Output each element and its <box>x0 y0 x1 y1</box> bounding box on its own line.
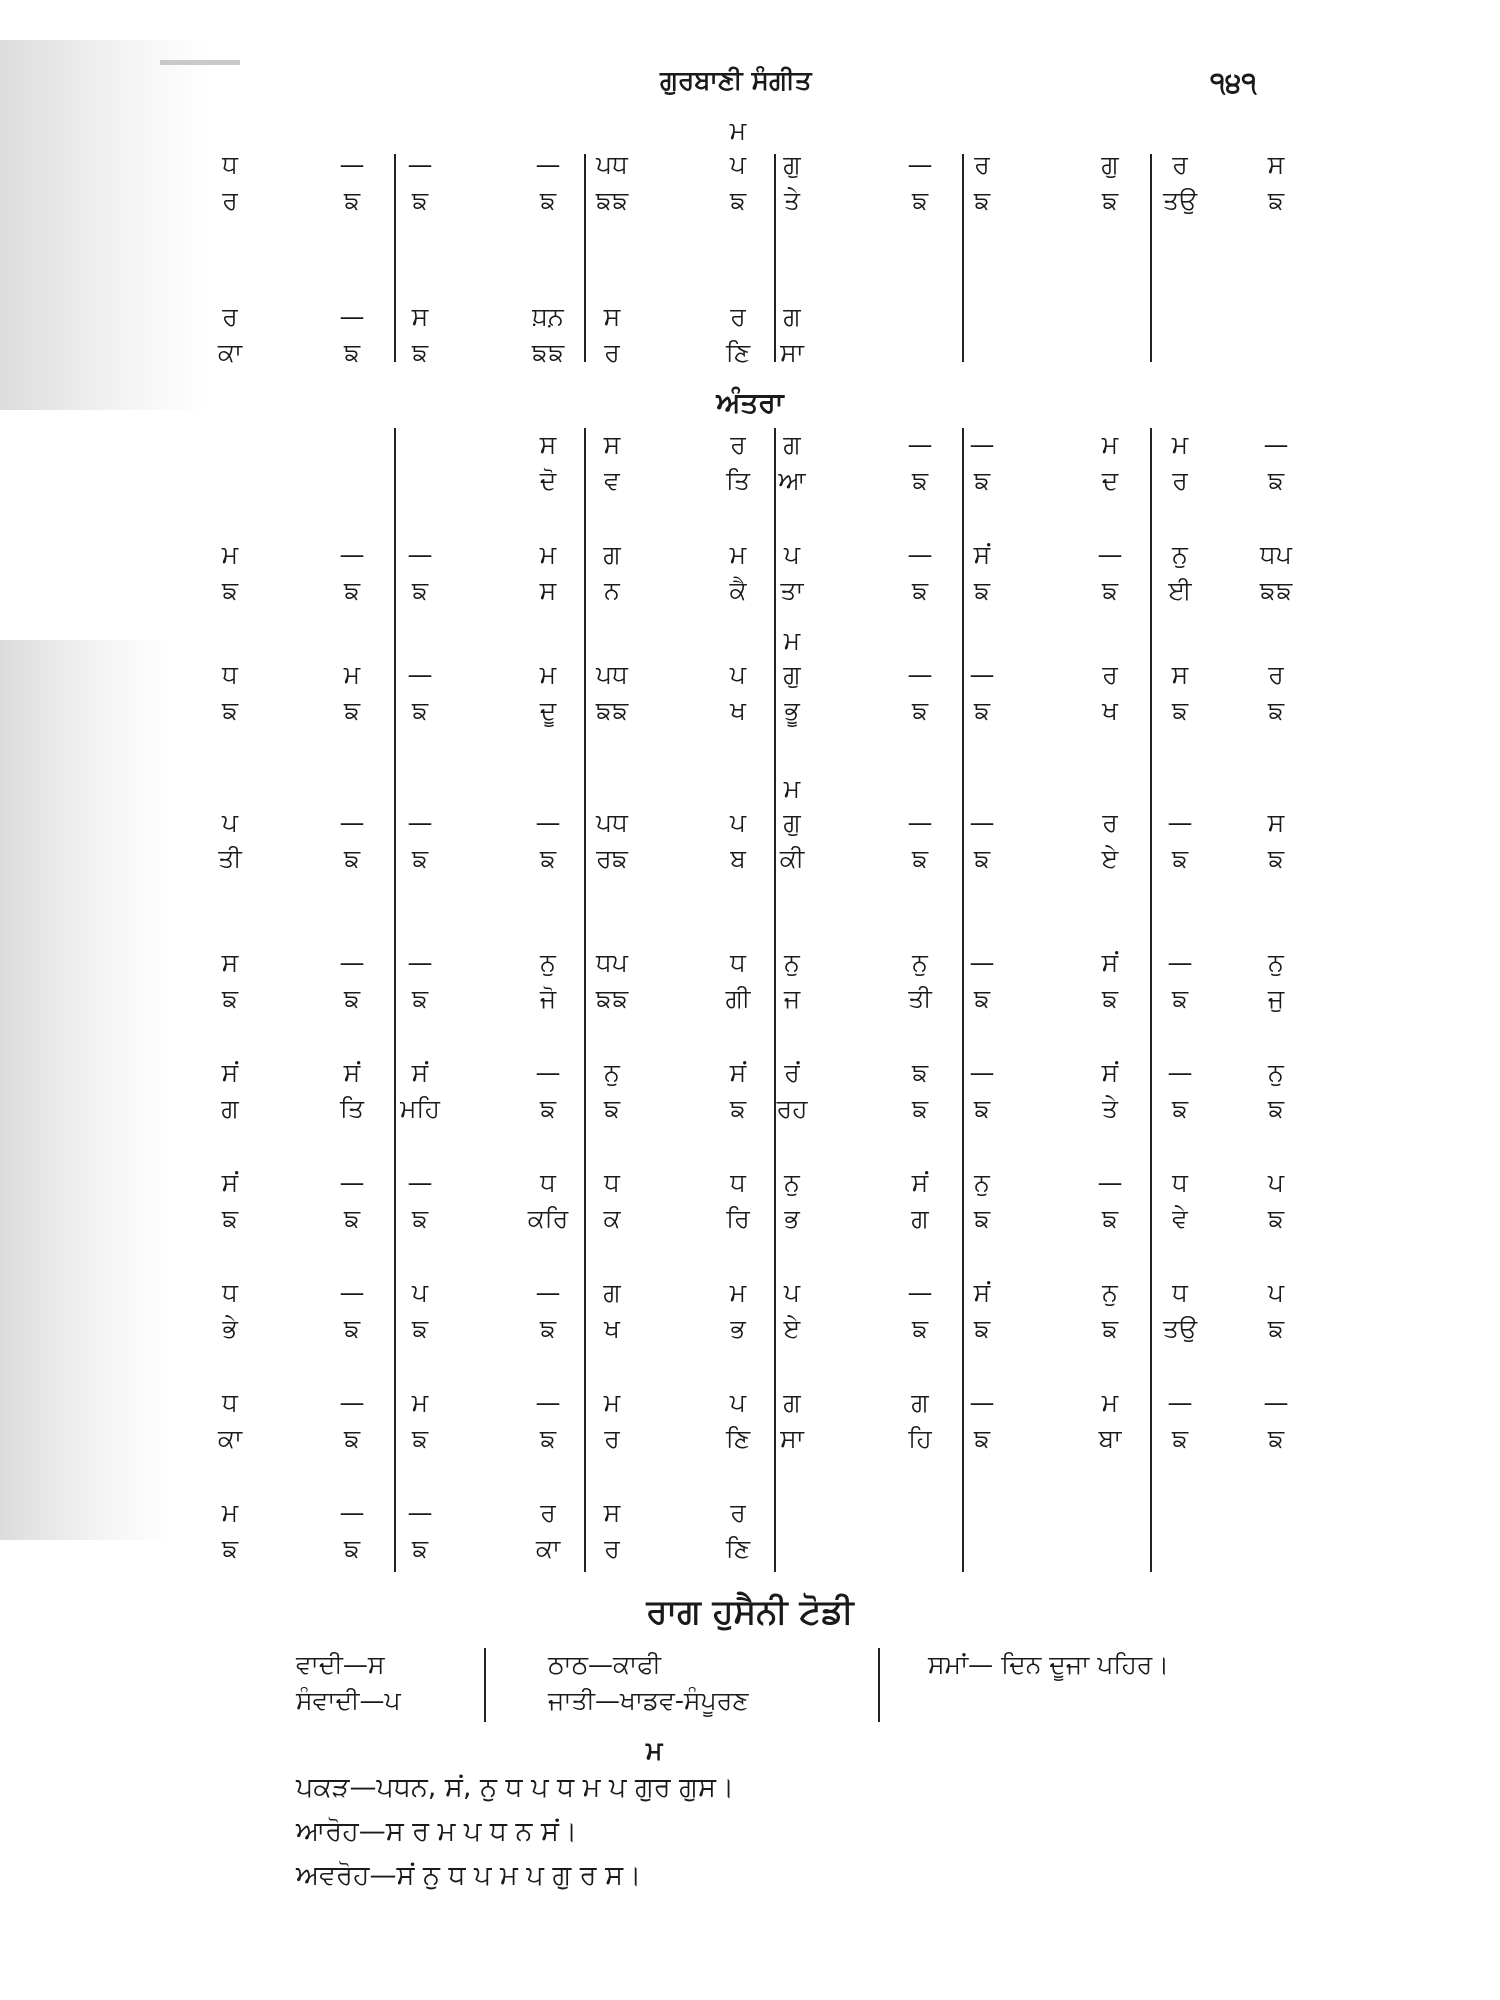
swar-note: ਸ <box>539 430 557 459</box>
lyric-syllable: ਣਿ <box>725 1534 751 1563</box>
lyric-syllable: ਦ <box>1101 466 1119 495</box>
lyric-syllable: ਙ <box>221 984 239 1013</box>
swar-note: ਸਂ <box>1101 948 1119 977</box>
swar-note: ਨੁ <box>604 1058 620 1087</box>
lyric-syllable: ਙ <box>911 1314 929 1343</box>
swar-note: — <box>407 150 433 179</box>
lyric-syllable: ਙ <box>221 696 239 725</box>
taal-division-line <box>774 428 776 1572</box>
swar-note: — <box>1167 1388 1193 1417</box>
lyric-syllable: ਙ <box>411 984 429 1013</box>
lyric-syllable: ਙ <box>343 1314 361 1343</box>
swar-note: ਧ <box>222 1278 238 1307</box>
swar-note: ਸਂ <box>411 1058 429 1087</box>
page-number: ੧੪੧ <box>1210 66 1257 99</box>
swar-note: — <box>339 1168 365 1197</box>
lyric-syllable: ਙ <box>973 1424 991 1453</box>
pakad-line: ਪਕੜ—ਪਧਨ, ਸਂ, ਨੁ ਧ ਪ ਧ ਮ ਪ ਗੁਰ ਗੁਸ। <box>296 1772 735 1803</box>
swar-note: ਸਂ <box>221 1168 239 1197</box>
swar-note: — <box>1263 1388 1289 1417</box>
lyric-syllable: ਰ <box>604 1534 620 1563</box>
accent-note: ਮ <box>783 774 801 803</box>
swar-note: — <box>339 1498 365 1527</box>
swar-note: ਪ <box>1267 1278 1285 1307</box>
taal-division-line <box>774 154 776 362</box>
lyric-syllable: ਤੀ <box>908 984 932 1013</box>
lyric-syllable: ਤੇ <box>1101 1094 1118 1123</box>
swar-note: ਰ <box>222 302 238 331</box>
lyric-syllable: ਙ <box>1267 1094 1285 1123</box>
swar-note: ਪਧ <box>596 150 628 179</box>
taal-division-line <box>584 154 586 362</box>
swar-note: ਸਂ <box>973 1278 991 1307</box>
lyric-syllable: ਕੈ <box>729 576 747 605</box>
lyric-syllable: ਙ <box>911 1094 929 1123</box>
samvadi-text: ਸੰਵਾਦੀ—ਪ <box>296 1686 401 1715</box>
lyric-syllable: ਙਙ <box>595 186 629 215</box>
taal-division-line <box>394 428 396 1572</box>
accent-note: ਮ <box>729 116 747 145</box>
lyric-syllable: ਙਙ <box>1259 576 1293 605</box>
lyric-syllable: ਙ <box>1101 984 1119 1013</box>
swar-note: ਪ <box>783 1278 801 1307</box>
swar-note: ਰ <box>1268 660 1284 689</box>
swar-note: ਗੁ <box>1101 150 1119 179</box>
swar-note: ਪਧ <box>596 808 628 837</box>
lyric-syllable: ਙ <box>221 1534 239 1563</box>
swar-note: ਨੁ <box>1172 540 1188 569</box>
swar-note: ਰਂ <box>784 1058 800 1087</box>
swar-note: ਸ <box>1171 660 1189 689</box>
lyric-syllable: ਙ <box>1267 844 1285 873</box>
raag-title: ਰਾਗ ਹੁਸੈਨੀ ਟੋਡੀ <box>646 1592 854 1632</box>
lyric-syllable: ਣਿ <box>725 1424 751 1453</box>
lyric-syllable: ਙ <box>539 186 557 215</box>
swar-note: — <box>1097 540 1123 569</box>
lyric-syllable: ਙ <box>411 844 429 873</box>
lyric-syllable: ਙਙ <box>595 984 629 1013</box>
swar-note: ਰ <box>730 302 746 331</box>
swar-note: ਪ <box>729 1388 747 1417</box>
swar-note: ਗ <box>783 302 801 331</box>
swar-note: — <box>969 1388 995 1417</box>
swar-note: — <box>407 808 433 837</box>
lyric-syllable: ਙ <box>343 1204 361 1233</box>
swar-note: ਮ <box>729 1278 747 1307</box>
swar-note: ਮ <box>603 1388 621 1417</box>
lyric-syllable: ਏ <box>783 1314 801 1343</box>
lyric-syllable: ਙ <box>1267 1204 1285 1233</box>
aroh-line: ਆਰੋਹ—ਸ ਰ ਮ ਪ ਧ ਨ ਸਂ। <box>296 1816 578 1847</box>
swar-note: — <box>407 1498 433 1527</box>
lyric-syllable: ਦੋ <box>539 466 557 495</box>
lyric-syllable: ਙ <box>343 1534 361 1563</box>
lyric-syllable: ਙ <box>1171 984 1189 1013</box>
swar-note: — <box>969 808 995 837</box>
lyric-syllable: ਙ <box>343 984 361 1013</box>
lyric-syllable: ਗ <box>911 1204 929 1233</box>
swar-note: ਨੁ <box>784 948 800 977</box>
swar-note: ਮ <box>221 1498 239 1527</box>
swar-note: ਪ <box>411 1278 429 1307</box>
lyric-syllable: ਙ <box>1171 696 1189 725</box>
lyric-syllable: ਙ <box>1267 696 1285 725</box>
lyric-syllable: ਙ <box>1267 1424 1285 1453</box>
swar-note: ਧ਼ਨ਼ <box>532 302 564 331</box>
swar-note: — <box>969 430 995 459</box>
swar-note: — <box>339 1388 365 1417</box>
swar-note: ਧ <box>222 150 238 179</box>
lyric-syllable: ਙ <box>911 466 929 495</box>
lyric-syllable: ਙਙ <box>595 696 629 725</box>
lyric-syllable: ਙ <box>1267 466 1285 495</box>
swar-note: ਧਪ <box>1260 540 1292 569</box>
avroh-line: ਅਵਰੋਹ—ਸਂ ਨੁ ਧ ਪ ਮ ਪ ਗੁ ਰ ਸ। <box>296 1860 642 1891</box>
page-edge-shadow <box>0 640 170 1540</box>
swar-note: — <box>407 540 433 569</box>
lyric-syllable: ਙ <box>539 844 557 873</box>
lyric-syllable: ਙ <box>973 1204 991 1233</box>
swar-note: — <box>907 430 933 459</box>
swar-note: ਰ <box>1172 150 1188 179</box>
jati-text: ਜਾਤੀ—ਖਾਡਵ-ਸੰਪੂਰਣ <box>548 1686 749 1715</box>
scan-mark <box>160 60 240 65</box>
lyric-syllable: ਖ <box>604 1314 620 1343</box>
taal-division-line <box>1150 428 1152 1572</box>
taal-division-line <box>584 428 586 1572</box>
swar-note: ਪ <box>729 660 747 689</box>
lyric-syllable: ਕ <box>603 1204 621 1233</box>
lyric-syllable: ਙ <box>1171 1094 1189 1123</box>
swar-note: ਪਧ <box>596 660 628 689</box>
swar-note: ਧ <box>730 1168 746 1197</box>
lyric-syllable: ਙ <box>411 338 429 367</box>
lyric-syllable: ਰ <box>604 1424 620 1453</box>
lyric-syllable: ਬ <box>730 844 746 873</box>
swar-note: ਗ <box>911 1388 929 1417</box>
swar-note: ਮ <box>539 540 557 569</box>
lyric-syllable: ਙ <box>603 1094 621 1123</box>
lyric-syllable: ਰਙ <box>596 844 628 873</box>
lyric-syllable: ਜੋ <box>539 984 557 1013</box>
swar-note: ਧ <box>222 660 238 689</box>
swar-note: ਸਂ <box>343 1058 361 1087</box>
swar-note: — <box>907 540 933 569</box>
swar-note: ਨੁ <box>540 948 556 977</box>
antara-heading: ਅੰਤਰਾ <box>716 386 784 419</box>
swar-note: ਮ <box>729 540 747 569</box>
swar-note: — <box>339 948 365 977</box>
lyric-syllable: ਜ <box>783 984 801 1013</box>
swar-note: ਙ <box>911 1058 929 1087</box>
swar-note: ਸ <box>603 430 621 459</box>
lyric-syllable: ਤੀ <box>218 844 242 873</box>
accent-note: ਮ <box>783 626 801 655</box>
lyric-syllable: ਵ <box>604 466 620 495</box>
swar-note: ਮ <box>343 660 361 689</box>
lyric-syllable: ਙ <box>973 466 991 495</box>
swar-note: ਪ <box>783 540 801 569</box>
swar-note: ਗ <box>603 1278 621 1307</box>
lyric-syllable: ਭੇ <box>222 1314 238 1343</box>
swar-note: — <box>339 808 365 837</box>
swar-note: ਨੁ <box>1102 1278 1118 1307</box>
lyric-syllable: ਭ <box>730 1314 746 1343</box>
lyric-syllable: ਖ <box>1102 696 1118 725</box>
lyric-syllable: ਬਾ <box>1098 1424 1122 1453</box>
swar-note: ਪ <box>221 808 239 837</box>
swar-note: ਗੁ <box>783 660 801 689</box>
lyric-syllable: ਙ <box>343 1424 361 1453</box>
lyric-syllable: ਗ <box>221 1094 239 1123</box>
swar-note: ਰ <box>730 430 746 459</box>
lyric-syllable: ਙ <box>1101 186 1119 215</box>
swar-note: — <box>339 302 365 331</box>
swar-note: ਮ <box>1171 430 1189 459</box>
swar-note: — <box>339 150 365 179</box>
swar-note: — <box>339 1278 365 1307</box>
lyric-syllable: ਙ <box>973 696 991 725</box>
swar-note: ਨੁ <box>1268 948 1284 977</box>
lyric-syllable: ਙ <box>911 696 929 725</box>
lyric-syllable: ਙ <box>343 338 361 367</box>
swar-note: ਰ <box>1102 660 1118 689</box>
swar-note: — <box>907 660 933 689</box>
lyric-syllable: ਸ <box>539 576 557 605</box>
lyric-syllable: ਜੁ <box>1267 984 1285 1013</box>
lyric-syllable: ਗੀ <box>725 984 751 1013</box>
swar-note: — <box>407 1168 433 1197</box>
taal-division-line <box>394 154 396 362</box>
lyric-syllable: ਙ <box>973 984 991 1013</box>
swar-note: — <box>535 1278 561 1307</box>
swar-note: — <box>339 540 365 569</box>
swar-note: — <box>907 150 933 179</box>
lyric-syllable: ਭੂ <box>784 696 800 725</box>
lyric-syllable: ਙ <box>973 576 991 605</box>
lyric-syllable: ਙਙ <box>531 338 565 367</box>
lyric-syllable: ਕਾ <box>217 1424 243 1453</box>
swar-note: ਸਂ <box>911 1168 929 1197</box>
lyric-syllable: ਕਾ <box>217 338 243 367</box>
swar-note: — <box>407 948 433 977</box>
swar-note: ਰ <box>540 1498 556 1527</box>
swar-note: ਪ <box>729 150 747 179</box>
swar-note: — <box>1263 430 1289 459</box>
swar-note: ਸਂ <box>973 540 991 569</box>
swar-note: ਸ <box>1267 150 1285 179</box>
swar-note: — <box>907 808 933 837</box>
lyric-syllable: ਙ <box>973 1314 991 1343</box>
lyric-syllable: ਭ <box>784 1204 800 1233</box>
swar-note: — <box>535 808 561 837</box>
swar-note: ਸ <box>1267 808 1285 837</box>
lyric-syllable: ਙ <box>411 1204 429 1233</box>
swar-note: ਪ <box>729 808 747 837</box>
lyric-syllable: ਙ <box>911 844 929 873</box>
swar-note: ਸਂ <box>729 1058 747 1087</box>
swar-note: ਸ <box>221 948 239 977</box>
swar-note: ਮ <box>1101 430 1119 459</box>
lyric-syllable: ਙ <box>1267 186 1285 215</box>
lyric-syllable: ਙ <box>411 576 429 605</box>
swar-note: ਨੁ <box>784 1168 800 1197</box>
swar-note: ਧ <box>1172 1278 1188 1307</box>
lyric-syllable: ਮਹਿ <box>400 1094 440 1123</box>
swar-note: ਮ <box>539 660 557 689</box>
lyric-syllable: ਙ <box>411 186 429 215</box>
taal-division-line <box>962 154 964 362</box>
lyric-syllable: ਈ <box>1168 576 1192 605</box>
swar-note: ਰ <box>974 150 990 179</box>
swar-note: ਮ <box>411 1388 429 1417</box>
lyric-syllable: ਙ <box>221 576 239 605</box>
swar-note: — <box>969 948 995 977</box>
lyric-syllable: ਙ <box>911 186 929 215</box>
lyric-syllable: ਙ <box>911 576 929 605</box>
swar-note: ਸ <box>603 1498 621 1527</box>
swar-note: ਗ <box>603 540 621 569</box>
swar-note: ਸਂ <box>1101 1058 1119 1087</box>
swar-note: — <box>535 150 561 179</box>
lyric-syllable: ਙ <box>539 1314 557 1343</box>
swar-note: ਮ <box>221 540 239 569</box>
swar-note: — <box>1167 1058 1193 1087</box>
lyric-syllable: ਕਾ <box>535 1534 561 1563</box>
lyric-syllable: ਙ <box>1101 1314 1119 1343</box>
lyric-syllable: ਙ <box>539 1424 557 1453</box>
swar-note: — <box>535 1058 561 1087</box>
swar-note: — <box>969 660 995 689</box>
lyric-syllable: ਰ <box>604 338 620 367</box>
info-divider <box>484 1648 486 1722</box>
pakad-accent: ਮ <box>646 1736 663 1765</box>
lyric-syllable: ਙ <box>729 186 747 215</box>
lyric-syllable: ਨ <box>604 576 620 605</box>
swar-note: — <box>1097 1168 1123 1197</box>
lyric-syllable: ਤਿ <box>725 466 751 495</box>
samay-text: ਸਮਾਂ— ਦਿਨ ਦੂਜਾ ਪਹਿਰ। <box>928 1650 1170 1679</box>
swar-note: — <box>407 660 433 689</box>
lyric-syllable: ਤਾ <box>780 576 804 605</box>
swar-note: ਨੁ <box>1268 1058 1284 1087</box>
swar-note: ਸ <box>603 302 621 331</box>
lyric-syllable: ਙ <box>973 1094 991 1123</box>
lyric-syllable: ਤਉ <box>1162 1314 1198 1343</box>
lyric-syllable: ਙ <box>1171 844 1189 873</box>
swar-note: ਧ <box>604 1168 620 1197</box>
lyric-syllable: ਹਿ <box>908 1424 932 1453</box>
lyric-syllable: ਕੀ <box>779 844 805 873</box>
lyric-syllable: ਰ <box>1172 466 1188 495</box>
lyric-syllable: ਙ <box>1101 1204 1119 1233</box>
lyric-syllable: ਙ <box>343 844 361 873</box>
taal-division-line <box>1150 154 1152 362</box>
lyric-syllable: ਙ <box>343 576 361 605</box>
lyric-syllable: ਤਉ <box>1162 186 1198 215</box>
vadi-text: ਵਾਦੀ—ਸ <box>296 1650 385 1679</box>
lyric-syllable: ਙ <box>411 1314 429 1343</box>
swar-note: ਗੁ <box>783 808 801 837</box>
swar-note: ਸਂ <box>221 1058 239 1087</box>
swar-note: ਰ <box>1102 808 1118 837</box>
swar-note: ਗੁ <box>783 150 801 179</box>
lyric-syllable: ਖ <box>730 696 746 725</box>
lyric-syllable: ਦੂ <box>539 696 557 725</box>
lyric-syllable: ਏ <box>1101 844 1119 873</box>
lyric-syllable: ਰ <box>222 186 238 215</box>
swar-note: — <box>907 1278 933 1307</box>
info-divider <box>878 1648 880 1722</box>
swar-note: — <box>969 1058 995 1087</box>
lyric-syllable: ਙ <box>221 1204 239 1233</box>
lyric-syllable: ਙ <box>973 186 991 215</box>
swar-note: ਨੁ <box>912 948 928 977</box>
lyric-syllable: ਰਿ <box>726 1204 750 1233</box>
lyric-syllable: ਙ <box>1101 576 1119 605</box>
swar-note: ਧ <box>1172 1168 1188 1197</box>
lyric-syllable: ਙ <box>343 186 361 215</box>
lyric-syllable: ਙ <box>411 696 429 725</box>
lyric-syllable: ਙ <box>1171 1424 1189 1453</box>
thaat-text: ਠਾਠ—ਕਾਫੀ <box>548 1650 662 1679</box>
swar-note: ਰ <box>730 1498 746 1527</box>
swar-note: ਗ <box>783 1388 801 1417</box>
swar-note: ਸ <box>411 302 429 331</box>
swar-note: ਧਪ <box>596 948 628 977</box>
lyric-syllable: ਙ <box>729 1094 747 1123</box>
lyric-syllable: ਤਿ <box>339 1094 365 1123</box>
lyric-syllable: ਙ <box>1267 1314 1285 1343</box>
swar-note: ਧ <box>730 948 746 977</box>
lyric-syllable: ਕਰਿ <box>527 1204 569 1233</box>
swar-note: ਧ <box>222 1388 238 1417</box>
taal-division-line <box>962 428 964 1572</box>
running-header-title: ਗੁਰਬਾਣੀ ਸੰਗੀਤ <box>660 66 812 96</box>
lyric-syllable: ਆ <box>778 466 806 495</box>
lyric-syllable: ਸਾ <box>780 1424 804 1453</box>
lyric-syllable: ਙ <box>411 1534 429 1563</box>
swar-note: ਗ <box>783 430 801 459</box>
lyric-syllable: ਙ <box>411 1424 429 1453</box>
lyric-syllable: ਰਹ <box>776 1094 808 1123</box>
lyric-syllable: ਙ <box>539 1094 557 1123</box>
swar-note: ਮ <box>1101 1388 1119 1417</box>
swar-note: ਪ <box>1267 1168 1285 1197</box>
lyric-syllable: ਸਾ <box>780 338 804 367</box>
lyric-syllable: ਵੇ <box>1172 1204 1188 1233</box>
lyric-syllable: ਣਿ <box>725 338 751 367</box>
swar-note: ਧ <box>540 1168 556 1197</box>
lyric-syllable: ਤੇ <box>783 186 800 215</box>
lyric-syllable: ਙ <box>343 696 361 725</box>
swar-note: — <box>1167 808 1193 837</box>
page-edge-shadow <box>0 40 210 410</box>
swar-note: — <box>535 1388 561 1417</box>
swar-note: — <box>1167 948 1193 977</box>
lyric-syllable: ਙ <box>973 844 991 873</box>
swar-note: ਨੁ <box>974 1168 990 1197</box>
